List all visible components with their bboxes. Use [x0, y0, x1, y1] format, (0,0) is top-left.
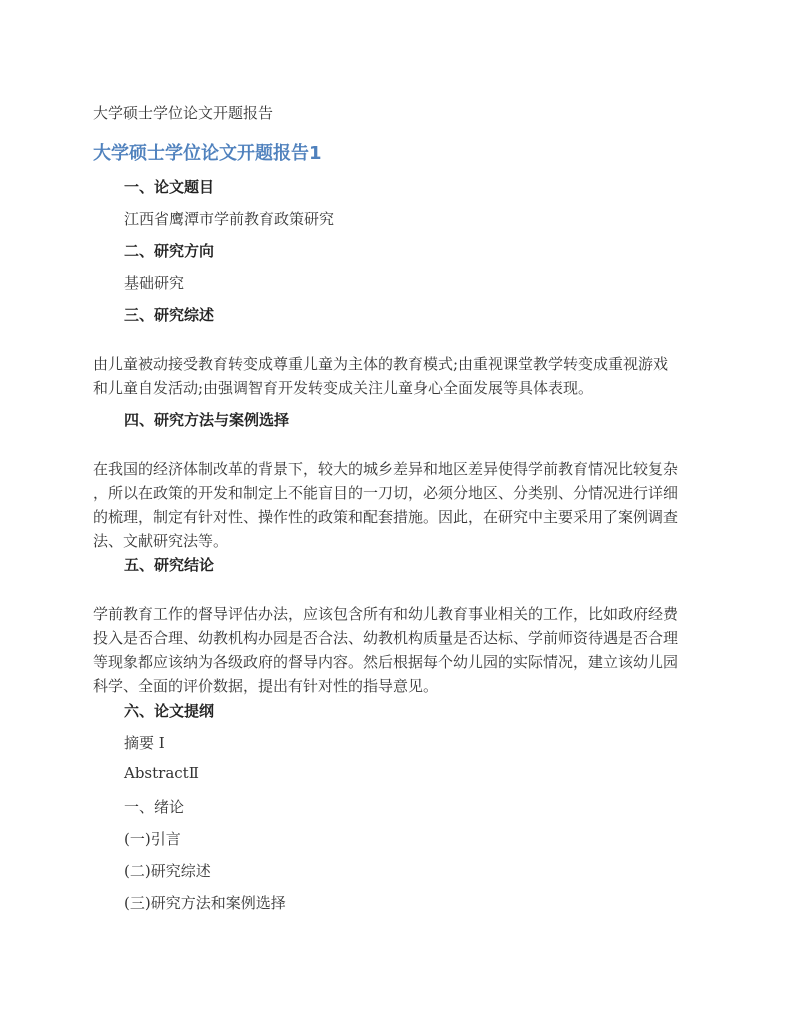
section-heading-outline: 六、论文提纲 — [124, 702, 215, 720]
paragraph-line: 投入是否合理、幼教机构办园是否合法、幼教机构质量是否达标、学前师资待遇是否合理 — [93, 629, 679, 647]
paragraph-line: 等现象都应该纳为各级政府的督导内容。然后根据每个幼儿园的实际情况，建立该幼儿园 — [93, 653, 679, 671]
paragraph-line: 的梳理，制定有针对性、操作性的政策和配套措施。因此，在研究中主要采用了案例调查 — [93, 508, 679, 526]
outline-item: (一)引言 — [124, 830, 181, 848]
outline-item: (三)研究方法和案例选择 — [124, 894, 286, 912]
section-body-direction: 基础研究 — [124, 274, 185, 292]
outline-item: 摘要 I — [124, 734, 165, 752]
section-heading-methods: 四、研究方法与案例选择 — [124, 411, 290, 429]
paragraph-line: 由儿童被动接受教育转变成尊重儿童为主体的教育模式;由重视课堂教学转变成重视游戏 — [93, 355, 669, 373]
paragraph-line: 在我国的经济体制改革的背景下，较大的城乡差异和地区差异使得学前教育情况比较复杂 — [93, 460, 679, 478]
paragraph-line: 法、文献研究法等。 — [93, 532, 229, 550]
section-paragraph-methods — [93, 457, 713, 553]
section-heading-conclusion: 五、研究结论 — [124, 556, 215, 574]
section-paragraph-conclusion — [93, 602, 713, 698]
paragraph-line: 科学、全面的评价数据，提出有针对性的指导意见。 — [93, 677, 439, 695]
document-title: 大学硕士学位论文开题报告 — [93, 104, 274, 122]
section-paragraph-review — [93, 352, 713, 400]
paragraph-line: 和儿童自发活动;由强调智育开发转变成关注儿童身心全面发展等具体表现。 — [93, 379, 594, 397]
paragraph-line: 学前教育工作的督导评估办法，应该包含所有和幼儿教育事业相关的工作，比如政府经费 — [93, 605, 679, 623]
outline-item: 一、绪论 — [124, 798, 185, 816]
outline-item: (二)研究综述 — [124, 862, 211, 880]
section-heading-topic: 一、论文题目 — [124, 178, 215, 196]
main-heading: 大学硕士学位论文开题报告1 — [93, 143, 322, 164]
outline-item: AbstractⅡ — [124, 764, 199, 782]
section-heading-direction: 二、研究方向 — [124, 242, 215, 260]
section-heading-review: 三、研究综述 — [124, 306, 215, 324]
section-body-topic: 江西省鹰潭市学前教育政策研究 — [124, 210, 335, 228]
paragraph-line: ，所以在政策的开发和制定上不能盲目的一刀切，必须分地区、分类别、分情况进行详细 — [93, 484, 679, 502]
